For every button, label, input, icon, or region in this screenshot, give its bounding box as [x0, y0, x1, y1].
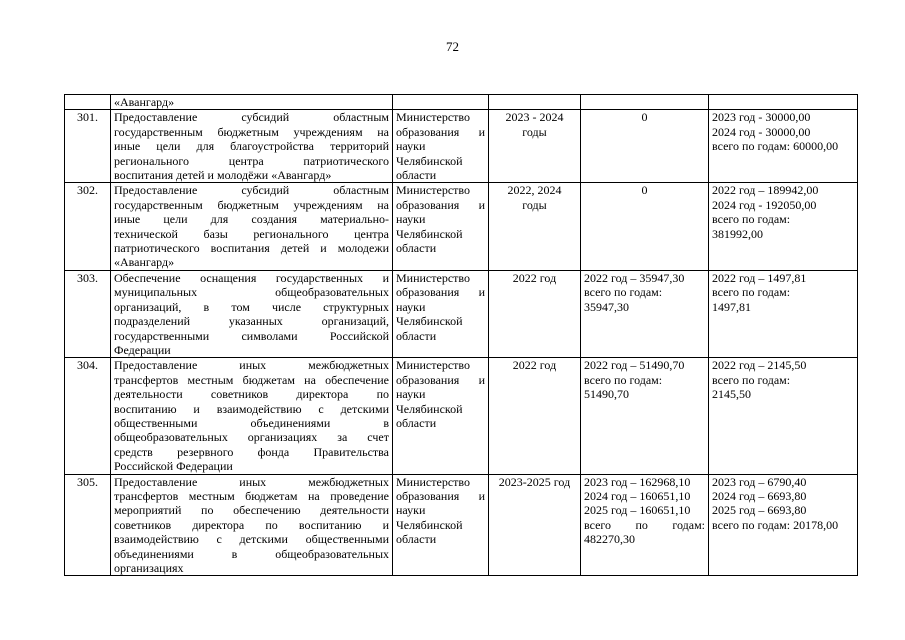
cell-line: Челябинской: [396, 153, 463, 168]
cell-line: всего по годам:: [712, 372, 791, 387]
cell-line: 2023-2025 год: [498, 474, 571, 489]
cell-line: области: [396, 415, 437, 430]
executor: [393, 270, 489, 357]
cell-line: области: [396, 532, 437, 547]
cell-line: 2022 год – 189942,00: [712, 183, 819, 198]
row-number: 302.: [65, 183, 111, 270]
cell-line: советников директора по воспитанию и: [114, 517, 389, 532]
cell-line: науки: [396, 139, 426, 154]
cell-line: образования и: [396, 285, 485, 300]
measure-description: [111, 270, 393, 357]
cell-line: иные цели для благоустройства территорий: [114, 139, 389, 154]
cell-line: 2024 год – 160651,10: [584, 488, 691, 503]
cell-line: объединениями в общеобразовательных: [114, 546, 389, 561]
federal-funds: [581, 110, 709, 183]
cell-line: 2022 год: [512, 270, 557, 285]
cell-line: 2023 год – 162968,10: [584, 474, 691, 489]
cell-line: Предоставление иных межбюджетных: [114, 474, 389, 489]
cell-line: воспитания детей и молодёжи «Авангард»: [114, 168, 332, 183]
cell-line: Министерство: [396, 183, 470, 198]
cell-line: области: [396, 328, 437, 343]
cell-line: всего по годам:: [584, 372, 663, 387]
cell-line: трансфертов местным бюджетам на проведение: [114, 488, 389, 503]
executor: [393, 110, 489, 183]
cell-line: образования и: [396, 197, 485, 212]
regional-funds: [709, 474, 858, 576]
cell-line: 35947,30: [584, 299, 629, 314]
regional-funds: [709, 110, 858, 183]
cell-line: 2025 год – 160651,10: [584, 503, 691, 518]
federal-funds: [581, 270, 709, 357]
cell-line: науки: [396, 387, 426, 402]
table-row: [65, 358, 858, 474]
period: [489, 183, 581, 270]
cell-line: 2022, 2024: [507, 183, 562, 198]
cell-line: деятельности советников директора по: [114, 387, 389, 402]
federal-funds: [581, 183, 709, 270]
cell-line: государственным бюджетным учреждениям на: [114, 197, 389, 212]
table-row: [65, 474, 858, 576]
measure-description: [111, 358, 393, 474]
cell-line: Федерации: [114, 342, 171, 357]
cell-line: 2024 год - 30000,00: [712, 124, 811, 139]
cell-line: 2145,50: [712, 387, 751, 402]
cell-line: Предоставление иных межбюджетных: [114, 358, 389, 373]
cell-line: всего по годам:: [584, 517, 705, 532]
cell-line: Челябинской: [396, 517, 463, 532]
cell-line: общеобразовательных организациях за счет: [114, 430, 389, 445]
cell-line: подразделений указанных организаций,: [114, 314, 389, 329]
regional-funds: [709, 358, 858, 474]
cell-line: 2023 - 2024: [505, 110, 564, 125]
period: [489, 358, 581, 474]
row-number: 303.: [65, 270, 111, 357]
cell-line: 2022 год – 51490,70: [584, 358, 685, 373]
cell-line: науки: [396, 299, 426, 314]
cell-line: 2022 год – 1497,81: [712, 270, 807, 285]
cell-line: науки: [396, 212, 426, 227]
cell-line: Обеспечение оснащения государственных и: [114, 270, 389, 285]
table-row: [65, 270, 858, 357]
cell-line: мероприятий по обеспечению деятельности: [114, 503, 389, 518]
cell-line: 2022 год: [512, 358, 557, 373]
cell-line: всего по годам:: [584, 285, 663, 300]
measures-table: [64, 94, 858, 576]
cell-line: всего по годам:: [712, 212, 791, 227]
period: [489, 474, 581, 576]
cell-line: трансфертов местным бюджетам на обеспечение: [114, 372, 389, 387]
cell-line: Министерство: [396, 110, 470, 125]
cell-line: 2023 год - 30000,00: [712, 110, 811, 125]
cell-line: общественными объединениями в: [114, 415, 389, 430]
federal-funds: [581, 474, 709, 576]
cell-line: патриотического воспитания детей и молодежи: [114, 241, 389, 256]
cell-line: средств резервного фонда Правительства: [114, 444, 389, 459]
cell-line: Челябинской: [396, 314, 463, 329]
cell-line: 2024 год - 192050,00: [712, 197, 817, 212]
cell-line: регионального центра патриотического: [114, 153, 389, 168]
cell-line: Предоставление субсидий областным: [114, 110, 389, 125]
cell-line: всего по годам: 20178,00: [712, 517, 839, 532]
carry-over-row: [65, 95, 858, 110]
row-number: 301.: [65, 110, 111, 183]
cell-line: Министерство: [396, 474, 470, 489]
cell-line: области: [396, 241, 437, 256]
regional-funds: [709, 270, 858, 357]
cell-line: взаимодействию с детскими общественными: [114, 532, 389, 547]
period: [489, 270, 581, 357]
cell-line: 2024 год – 6693,80: [712, 488, 807, 503]
regional-funds: [709, 183, 858, 270]
cell-line: воспитанию и взаимодействию с детскими: [114, 401, 389, 416]
cell-line: Министерство: [396, 358, 470, 373]
cell-line: 2022 год – 2145,50: [712, 358, 807, 373]
cell-line: 482270,30: [584, 532, 635, 547]
executor: [393, 474, 489, 576]
cell-line: годы: [522, 124, 547, 139]
cell-line: образования и: [396, 488, 485, 503]
cell-line: организациях: [114, 561, 184, 575]
cell-line: 0: [641, 110, 648, 125]
cell-line: 2025 год – 6693,80: [712, 503, 807, 518]
cell-line: «Авангард»: [114, 255, 175, 270]
cell-line: иные цели для создания материально-: [114, 212, 389, 227]
measure-description: [111, 110, 393, 183]
executor: [393, 358, 489, 474]
page-number: 72: [446, 39, 459, 54]
federal-funds: [581, 358, 709, 474]
measure-description: [111, 183, 393, 270]
measure-description: [111, 474, 393, 576]
cell-line: 51490,70: [584, 387, 629, 402]
cell-line: образования и: [396, 372, 485, 387]
cell-line: Предоставление субсидий областным: [114, 183, 389, 198]
cell-line: 2023 год – 6790,40: [712, 474, 807, 489]
cell-line: образования и: [396, 124, 485, 139]
cell-line: 1497,81: [712, 299, 751, 314]
cell-line: 381992,00: [712, 226, 763, 241]
cell-line: Челябинской: [396, 401, 463, 416]
carry-over-text: «Авангард»: [111, 95, 393, 110]
row-number: 304.: [65, 358, 111, 474]
cell-line: всего по годам:: [712, 285, 791, 300]
cell-line: технической базы регионального центра: [114, 226, 389, 241]
cell-line: 0: [641, 183, 648, 198]
row-number: 305.: [65, 474, 111, 576]
cell-line: Челябинской: [396, 226, 463, 241]
executor: [393, 183, 489, 270]
cell-line: организаций, в том числе структурных: [114, 299, 389, 314]
table-row: [65, 110, 858, 183]
cell-line: Министерство: [396, 270, 470, 285]
cell-line: всего по годам: 60000,00: [712, 139, 839, 154]
cell-line: Российской Федерации: [114, 459, 233, 474]
cell-line: муниципальных общеобразовательных: [114, 285, 389, 300]
period: [489, 110, 581, 183]
cell-line: области: [396, 168, 437, 183]
cell-line: государственными символами Российской: [114, 328, 389, 343]
cell-line: 2022 год – 35947,30: [584, 270, 685, 285]
cell-line: годы: [522, 197, 547, 212]
table-row: [65, 183, 858, 270]
cell-line: государственным бюджетным учреждениям на: [114, 124, 389, 139]
cell-line: науки: [396, 503, 426, 518]
